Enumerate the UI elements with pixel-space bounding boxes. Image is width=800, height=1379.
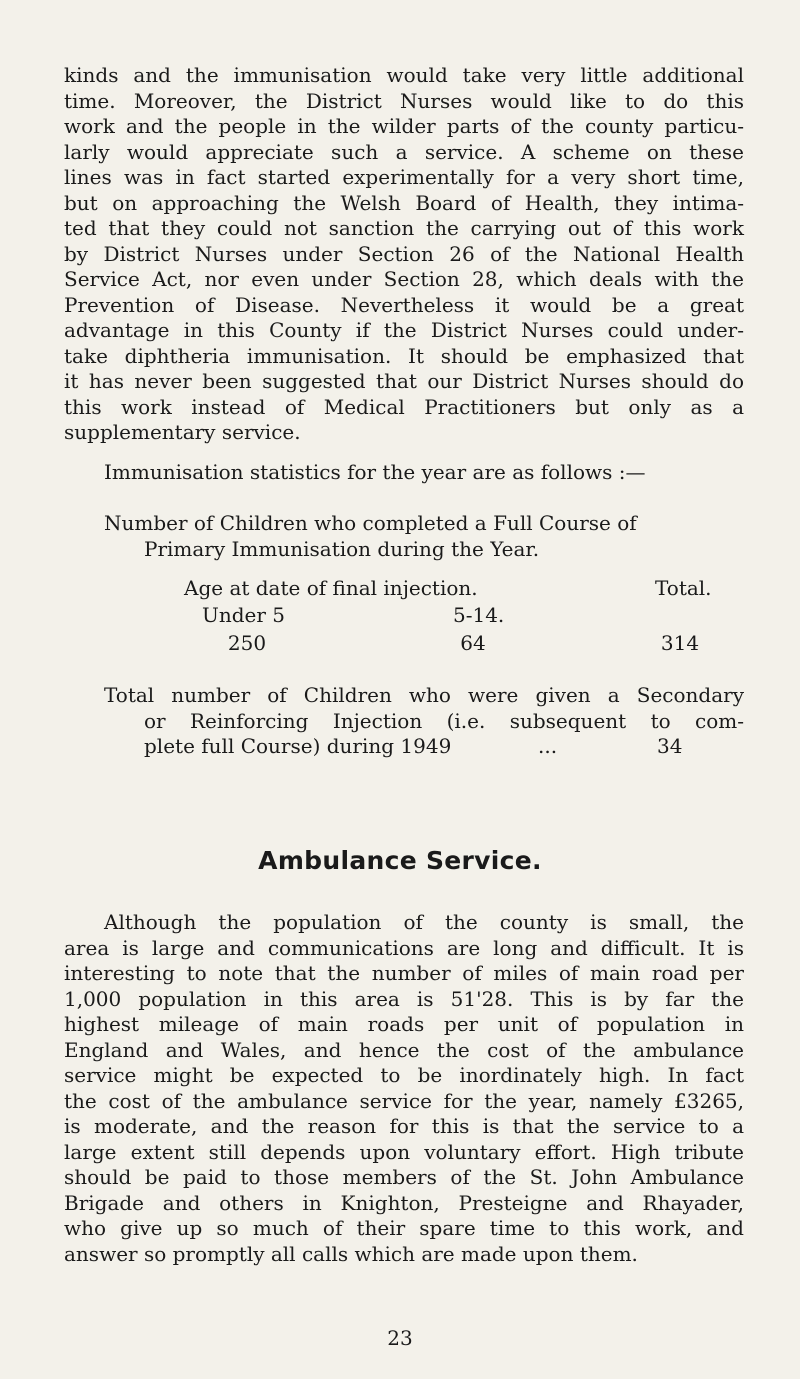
paragraph-line: larly would appreciate such a service. A scheme on these <box>64 139 744 164</box>
paragraph-line: but on approaching the Welsh Board of Health, they intima- <box>64 190 744 215</box>
leader-dots: ... <box>538 734 558 758</box>
paragraph-line: lines was in fact started experimentally for a very short time, <box>64 165 744 189</box>
secondary-line: or Reinforcing Injection (i.e. subsequent to com- <box>144 708 744 733</box>
paragraph-line: England and Wales, and hence the cost of the ambulance <box>64 1037 744 1062</box>
paragraph-line: service might be expected to be inordinately high. In fact <box>64 1063 744 1087</box>
secondary-value: 34 <box>657 734 683 758</box>
total-header: Total. <box>655 576 712 600</box>
paragraph-line: Although the population of the county is small, the <box>104 910 744 934</box>
paragraph-line: who give up so much of their spare time to this work, and <box>64 1216 744 1240</box>
paragraph-line: interesting to note that the number of miles of main road per <box>64 961 744 985</box>
secondary-line: Total number of Children who were given a Secondary <box>104 683 744 707</box>
paragraph-line: by District Nurses under Section 26 of the National Health <box>64 241 744 266</box>
paragraph-line: kinds and the immunisation would take very little additional <box>64 63 744 87</box>
page-number: 23 <box>387 1326 413 1350</box>
paragraph-line: advantage in this County if the District Nurses could under- <box>64 318 744 342</box>
paragraph-line: area is large and communications are long and difficult. It is <box>64 935 744 960</box>
value-5-14: 64 <box>460 631 486 655</box>
section-heading-ambulance: Ambulance Service. <box>258 846 542 875</box>
paragraph-line: take diphtheria immunisation. It should be emphasized that <box>64 343 744 368</box>
paragraph-line: large extent still depends upon voluntary effort. High tribute <box>64 1139 744 1164</box>
paragraph-line: ted that they could not sanction the carrying out of this work <box>64 216 744 240</box>
secondary-line3: plete full Course) during 1949 <box>144 734 452 758</box>
paragraph-district-nurses <box>64 63 744 446</box>
paragraph-line: Service Act, nor even under Section 28, which deals with the <box>64 267 744 291</box>
paragraph-line: Prevention of Disease. Nevertheless it would be a great <box>64 292 744 317</box>
col-under-5: Under 5 <box>202 603 286 627</box>
value-total: 314 <box>660 631 700 655</box>
paragraph-line: highest mileage of main roads per unit of population in <box>64 1012 744 1036</box>
paragraph-line: time. Moreover, the District Nurses would like to do this <box>64 88 744 113</box>
paragraph-line: supplementary service. <box>64 420 301 444</box>
paragraph-ambulance <box>64 910 744 1267</box>
paragraph-line: Brigade and others in Knighton, Presteigne and Rhayader, <box>64 1190 744 1215</box>
paragraph-line: work and the people in the wilder parts of the county particu- <box>64 114 744 138</box>
value-under-5: 250 <box>227 631 267 655</box>
age-header: Age at date of final injection. <box>184 576 478 600</box>
paragraph-line: is moderate, and the reason for this is that the service to a <box>64 1114 744 1138</box>
primary-heading-line2: Primary Immunisation during the Year. <box>144 537 540 561</box>
col-5-14: 5-14. <box>453 603 505 627</box>
paragraph-line: should be paid to those members of the St. John Ambulance <box>64 1165 744 1189</box>
paragraph-line: 1,000 population in this area is 51'28. This is by far the <box>64 986 744 1011</box>
paragraph-line: this work instead of Medical Practitioners but only as a <box>64 394 744 419</box>
primary-heading-line1: Number of Children who completed a Full Course of <box>104 511 637 535</box>
paragraph-line: answer so promptly all calls which are made upon them. <box>64 1241 638 1266</box>
paragraph-line: the cost of the ambulance service for the year, namely £3265, <box>64 1088 744 1113</box>
secondary-injection-text <box>104 683 744 734</box>
stats-intro: Immunisation statistics for the year are as follows :— <box>104 460 646 484</box>
paragraph-line: it has never been suggested that our District Nurses should do <box>64 369 744 393</box>
